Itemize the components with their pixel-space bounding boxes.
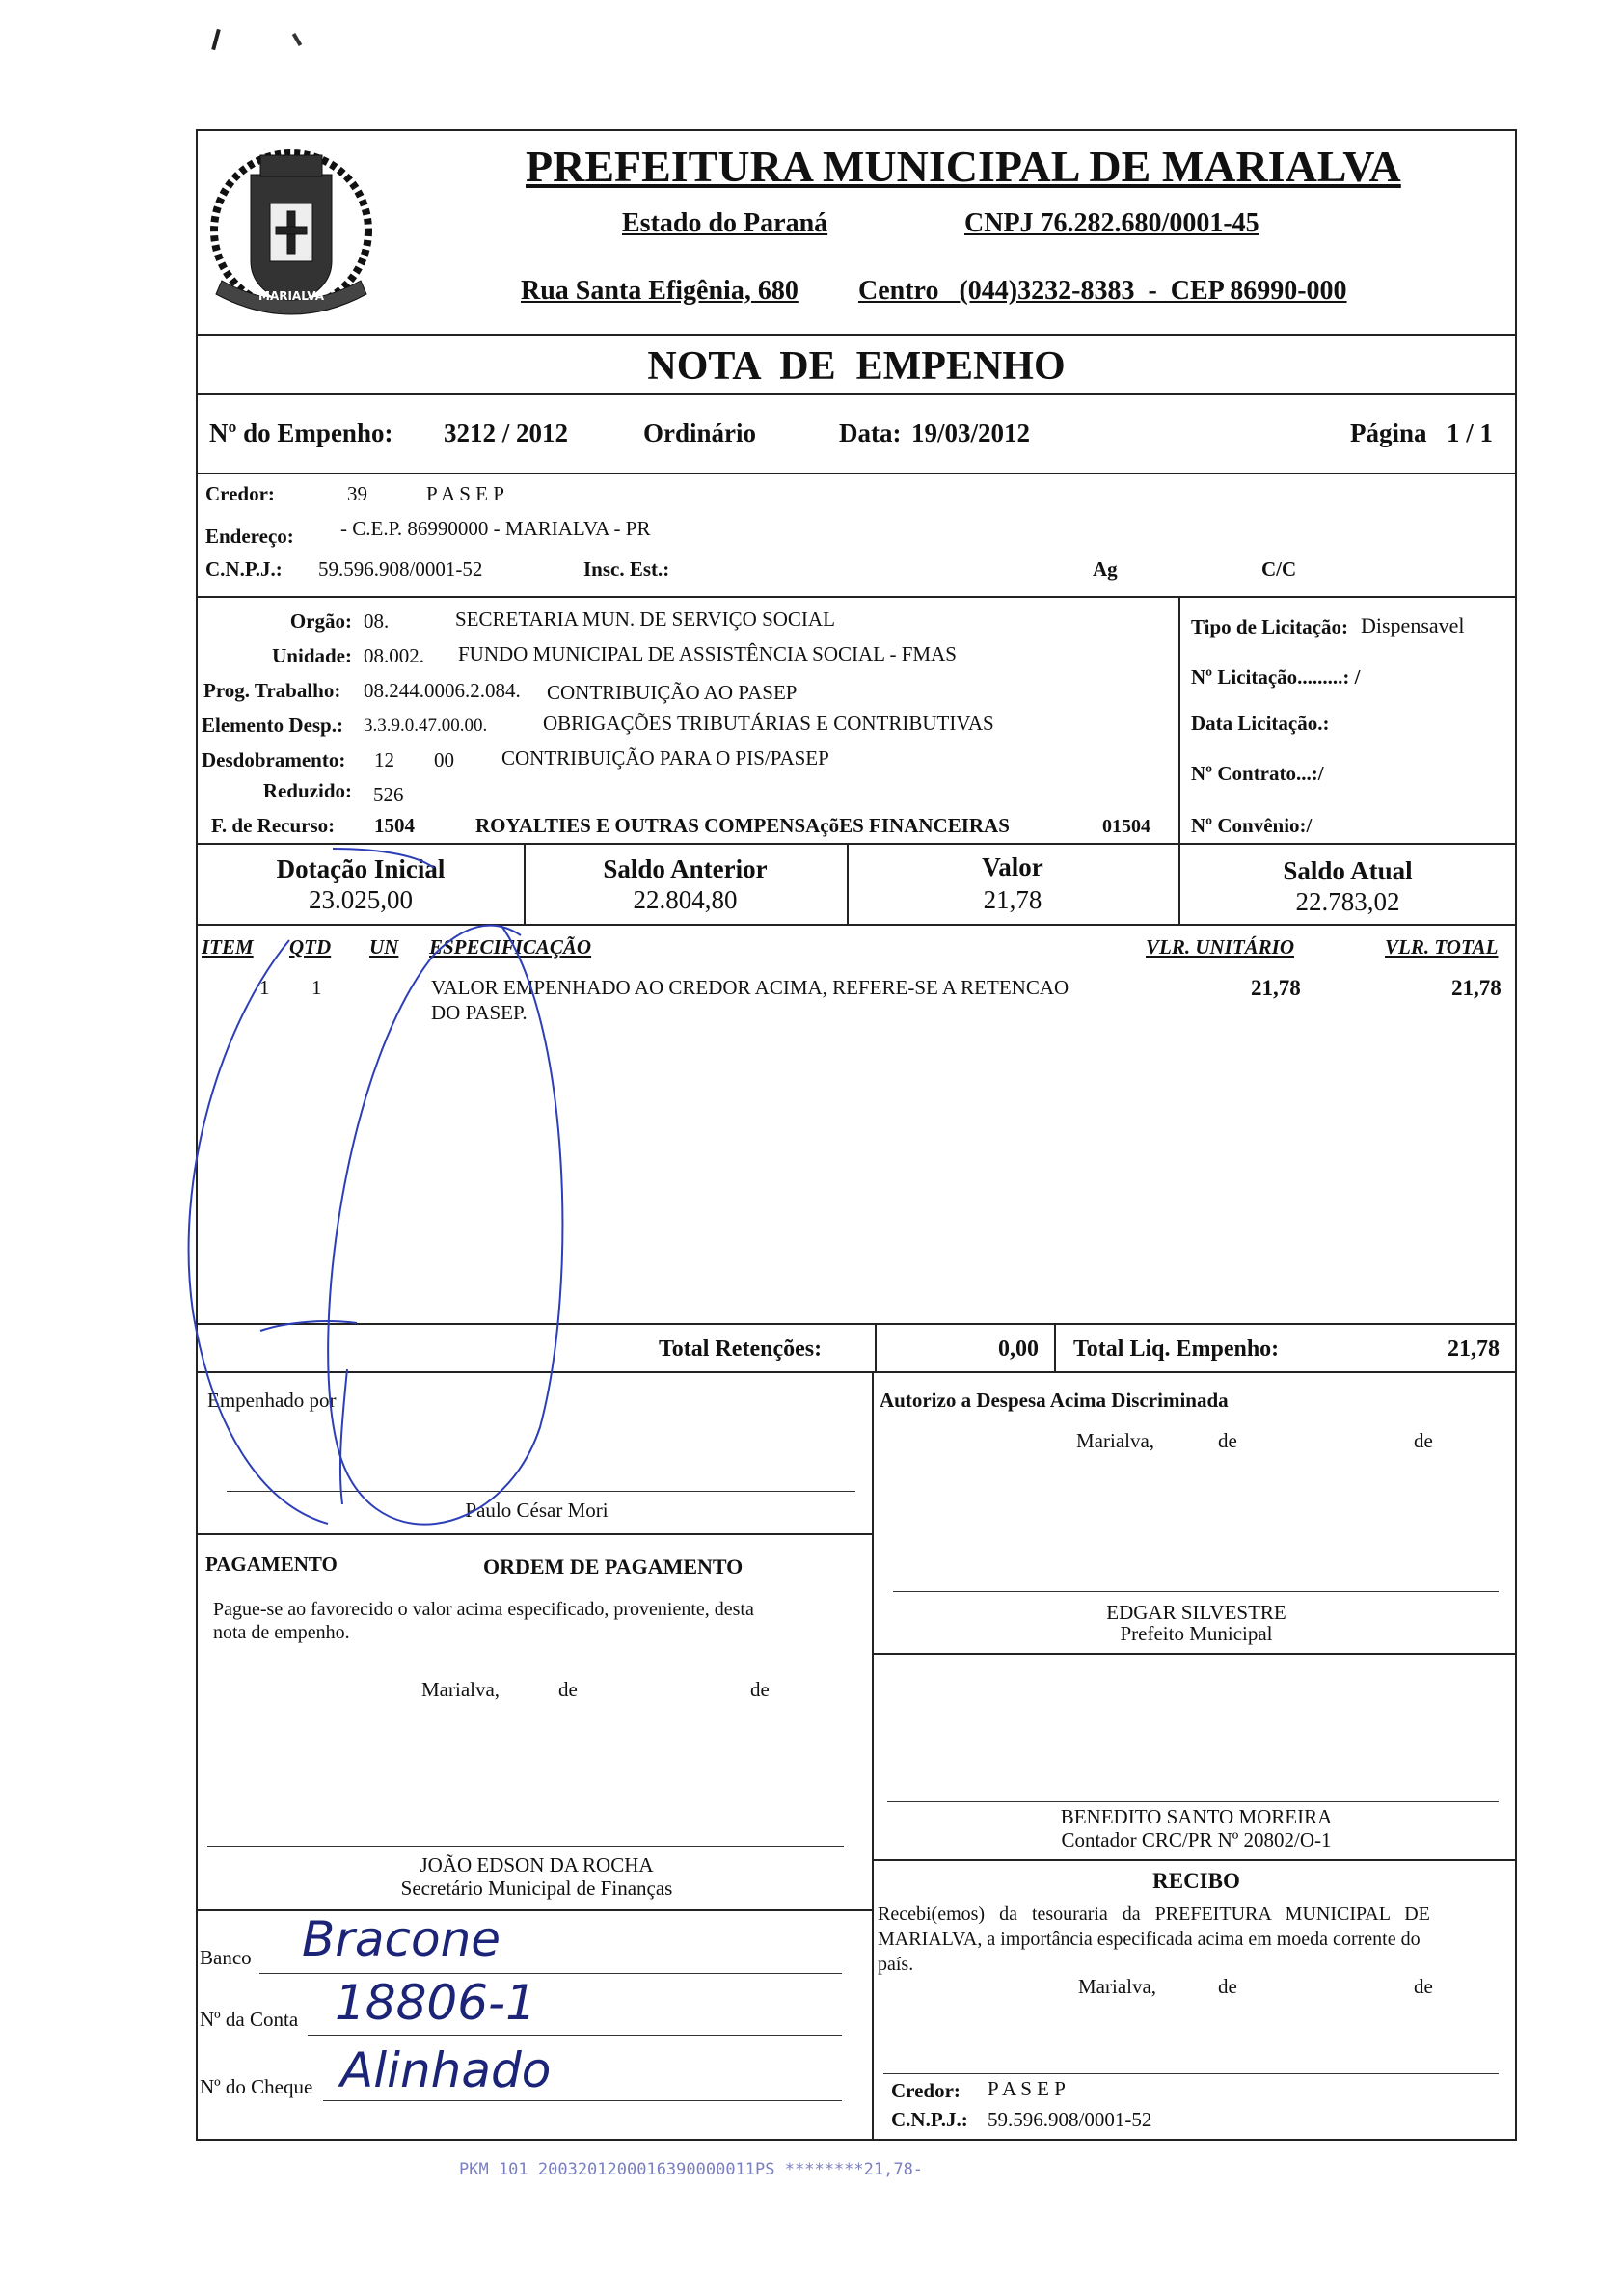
autorizo-de2: de xyxy=(1414,1429,1433,1452)
financas-role: Secretário Municipal de Finanças xyxy=(400,1877,673,1900)
prog-name: CONTRIBUIÇÃO AO PASEP xyxy=(547,681,798,704)
desdobramento-label: Desdobramento: xyxy=(202,748,346,771)
pagamento-de2: de xyxy=(750,1678,770,1701)
contador-name: BENEDITO SANTO MOREIRA xyxy=(1060,1805,1333,1828)
recurso-name: ROYALTIES E OUTRAS COMPENSAçõES FINANCEIRAS xyxy=(475,814,1010,837)
pagamento-de1: de xyxy=(558,1678,578,1701)
item-spec-line2: DO PASEP. xyxy=(431,1001,528,1024)
recurso-code: 1504 xyxy=(374,814,415,837)
banco-box xyxy=(196,1909,874,2141)
contador-box xyxy=(872,1653,1517,1861)
cc-label: C/C xyxy=(1261,557,1297,581)
banco-label: Banco xyxy=(200,1946,252,1969)
prefeito-name: EDGAR SILVESTRE xyxy=(1106,1601,1286,1624)
recurso-number: 01504 xyxy=(1102,816,1150,837)
licitacao-type: Dispensavel xyxy=(1361,613,1465,637)
credor-name: P A S E P xyxy=(426,482,504,505)
licitacao-date: Data Licitação.: xyxy=(1191,712,1330,735)
pagamento-label: PAGAMENTO xyxy=(205,1553,338,1576)
item-unit-price: 21,78 xyxy=(1251,976,1301,1000)
elemento-name: OBRIGAÇÕES TRIBUTÁRIAS E CONTRIBUTIVAS xyxy=(543,712,994,735)
total-liquido-value: 21,78 xyxy=(1448,1337,1500,1362)
recibo-place: Marialva, xyxy=(1078,1975,1157,1998)
municipality-cnpj: CNPJ 76.282.680/0001-45 xyxy=(964,208,1259,238)
empenho-number: 3212 / 2012 xyxy=(444,419,569,447)
empenho-date: 19/03/2012 xyxy=(911,419,1031,447)
prog-code: 08.244.0006.2.084. xyxy=(364,679,521,702)
empenhado-label: Empenhado por xyxy=(207,1389,337,1412)
ag-label: Ag xyxy=(1093,557,1118,581)
autorizo-place: Marialva, xyxy=(1076,1429,1155,1452)
unidade-label: Unidade: xyxy=(272,644,352,667)
credor-address: - C.E.P. 86990000 - MARIALVA - PR xyxy=(340,517,651,540)
doc-title-box xyxy=(196,334,1517,395)
conta-line xyxy=(308,2035,842,2036)
barcode-text: PKM 101 2003201200016390000011PS ********21,78- xyxy=(459,2160,924,2179)
col-unit-price: VLR. UNITÁRIO xyxy=(1146,935,1295,959)
recibo-box xyxy=(872,1859,1517,2141)
header-box xyxy=(196,129,1517,336)
svg-text:MARIALVA: MARIALVA xyxy=(258,289,324,303)
address-label: Endereço: xyxy=(205,525,294,548)
unidade-name: FUNDO MUNICIPAL DE ASSISTÊNCIA SOCIAL - FMAS xyxy=(458,642,957,665)
signature-line xyxy=(227,1491,855,1492)
item-number: 1 xyxy=(259,976,270,999)
desdobramento-code: 12 xyxy=(374,748,394,771)
divider xyxy=(1054,1325,1056,1373)
pagamento-place: Marialva, xyxy=(421,1678,501,1701)
reduzido-value: 526 xyxy=(373,783,404,806)
recibo-credor-name: P A S E P xyxy=(988,2077,1066,2100)
items-box xyxy=(196,924,1517,1325)
saldo-anterior-value: 22.804,80 xyxy=(633,885,738,914)
recibo-text-line3: país. xyxy=(878,1954,914,1975)
orgao-code: 08. xyxy=(364,609,390,633)
saldo-atual-label: Saldo Atual xyxy=(1283,856,1413,885)
recibo-text-line1: Recebi(emos) da tesouraria da PREFEITURA MUNICIPAL DE xyxy=(878,1904,1430,1925)
pagamento-text-line1: Pague-se ao favorecido o valor acima especificado, proveniente, desta xyxy=(213,1599,754,1620)
recibo-credor-label: Credor: xyxy=(891,2079,961,2102)
col-item: ITEM xyxy=(202,935,254,959)
autorizo-de1: de xyxy=(1218,1429,1237,1452)
dotacao-label: Dotação Inicial xyxy=(276,854,446,883)
banco-handwritten: Bracone xyxy=(302,1911,501,1967)
empenhado-box xyxy=(196,1371,874,1535)
recurso-label: F. de Recurso: xyxy=(211,814,336,837)
empenho-date-label: Data: xyxy=(839,419,902,447)
licitacao-number: Nº Licitação.........: / xyxy=(1191,665,1361,689)
saldo-atual-value: 22.783,02 xyxy=(1295,887,1400,916)
autorizo-box xyxy=(872,1371,1517,1655)
credor-label: Credor: xyxy=(205,482,275,505)
valor-value: 21,78 xyxy=(983,885,1042,914)
doc-title: NOTA DE EMPENHO xyxy=(647,344,1066,389)
item-qtd: 1 xyxy=(311,976,322,999)
address-contact: Centro (044)3232-8383 - CEP 86990-000 xyxy=(858,276,1347,306)
total-liquido-label: Total Liq. Empenho: xyxy=(1073,1337,1280,1362)
page-number: 1 / 1 xyxy=(1447,419,1494,447)
prefeito-role: Prefeito Municipal xyxy=(1120,1622,1273,1645)
desdobramento-name: CONTRIBUIÇÃO PARA O PIS/PASEP xyxy=(501,746,829,770)
retencoes-value: 0,00 xyxy=(998,1337,1039,1362)
scan-speck xyxy=(292,33,302,46)
state-name: Estado do Paraná xyxy=(622,208,828,238)
credor-code: 39 xyxy=(347,482,367,505)
recibo-title: RECIBO xyxy=(1152,1869,1240,1893)
divider xyxy=(1178,598,1180,845)
elemento-code: 3.3.9.0.47.00.00. xyxy=(364,716,488,736)
credor-box xyxy=(196,473,1517,598)
signature-line xyxy=(893,1591,1499,1592)
unidade-code: 08.002. xyxy=(364,644,424,667)
col-total: VLR. TOTAL xyxy=(1385,935,1499,959)
saldo-anterior-label: Saldo Anterior xyxy=(603,854,768,883)
reduzido-label: Reduzido: xyxy=(262,779,352,802)
banco-line xyxy=(259,1973,842,1974)
desdobramento-sub: 00 xyxy=(434,748,454,771)
dotacao-value: 23.025,00 xyxy=(309,885,413,914)
item-spec-line1: VALOR EMPENHADO AO CREDOR ACIMA, REFERE-SE A RETENCAO xyxy=(431,976,1069,999)
valor-label: Valor xyxy=(982,852,1043,881)
municipal-crest xyxy=(203,136,381,329)
convenio-number: Nº Convênio:/ xyxy=(1191,814,1313,837)
signature-line xyxy=(883,2073,1499,2074)
conta-label: Nº da Conta xyxy=(200,2008,299,2031)
cnpj-label: C.N.P.J.: xyxy=(205,557,283,581)
recibo-text-line2: MARIALVA, a importância especificada acima em moeda corrente do xyxy=(878,1929,1421,1950)
municipality-title: PREFEITURA MUNICIPAL DE MARIALVA xyxy=(526,142,1401,191)
balances-box xyxy=(196,843,1517,926)
financas-signer: JOÃO EDSON DA ROCHA xyxy=(420,1853,654,1877)
col-qtd: QTD xyxy=(289,935,332,959)
cheque-handwritten: Alinhado xyxy=(340,2042,552,2098)
recibo-cnpj-label: C.N.P.J.: xyxy=(891,2108,968,2131)
prog-label: Prog. Trabalho: xyxy=(203,679,341,702)
empenhado-name: Paulo César Mori xyxy=(465,1499,609,1522)
contrato-number: Nº Contrato...:/ xyxy=(1191,762,1324,785)
conta-handwritten: 18806-1 xyxy=(335,1975,536,2031)
retencoes-label: Total Retenções: xyxy=(659,1337,823,1362)
empenho-number-label: Nº do Empenho: xyxy=(209,419,393,447)
item-total: 21,78 xyxy=(1451,976,1502,1000)
cheque-line xyxy=(323,2100,842,2101)
credor-cnpj: 59.596.908/0001-52 xyxy=(318,557,483,581)
cheque-label: Nº do Cheque xyxy=(200,2075,313,2098)
totals-row xyxy=(196,1323,1517,1373)
page-label: Página xyxy=(1350,419,1427,447)
empenho-type: Ordinário xyxy=(643,419,757,447)
classification-box xyxy=(196,596,1517,845)
orgao-label: Orgão: xyxy=(289,609,352,633)
signature-line xyxy=(207,1846,844,1847)
recibo-de1: de xyxy=(1218,1975,1237,1998)
scan-speck xyxy=(211,29,221,50)
elemento-label: Elemento Desp.: xyxy=(202,714,343,737)
pagamento-text-line2: nota de empenho. xyxy=(213,1622,350,1643)
recibo-de2: de xyxy=(1414,1975,1433,1998)
col-spec: ESPECIFICAÇÃO xyxy=(429,935,592,959)
licitacao-type-label: Tipo de Licitação: xyxy=(1191,615,1348,638)
recibo-cnpj: 59.596.908/0001-52 xyxy=(988,2108,1152,2131)
col-un: UN xyxy=(369,935,399,959)
pagamento-box xyxy=(196,1533,874,1911)
address-street: Rua Santa Efigênia, 680 xyxy=(521,276,798,306)
autorizo-label: Autorizo a Despesa Acima Discriminada xyxy=(880,1389,1229,1412)
insc-label: Insc. Est.: xyxy=(583,557,670,581)
signature-line xyxy=(887,1801,1499,1802)
orgao-name: SECRETARIA MUN. DE SERVIÇO SOCIAL xyxy=(455,608,835,631)
ordem-pagamento-title: ORDEM DE PAGAMENTO xyxy=(483,1554,744,1579)
contador-role: Contador CRC/PR Nº 20802/O-1 xyxy=(1061,1828,1332,1851)
empenho-row xyxy=(196,393,1517,474)
